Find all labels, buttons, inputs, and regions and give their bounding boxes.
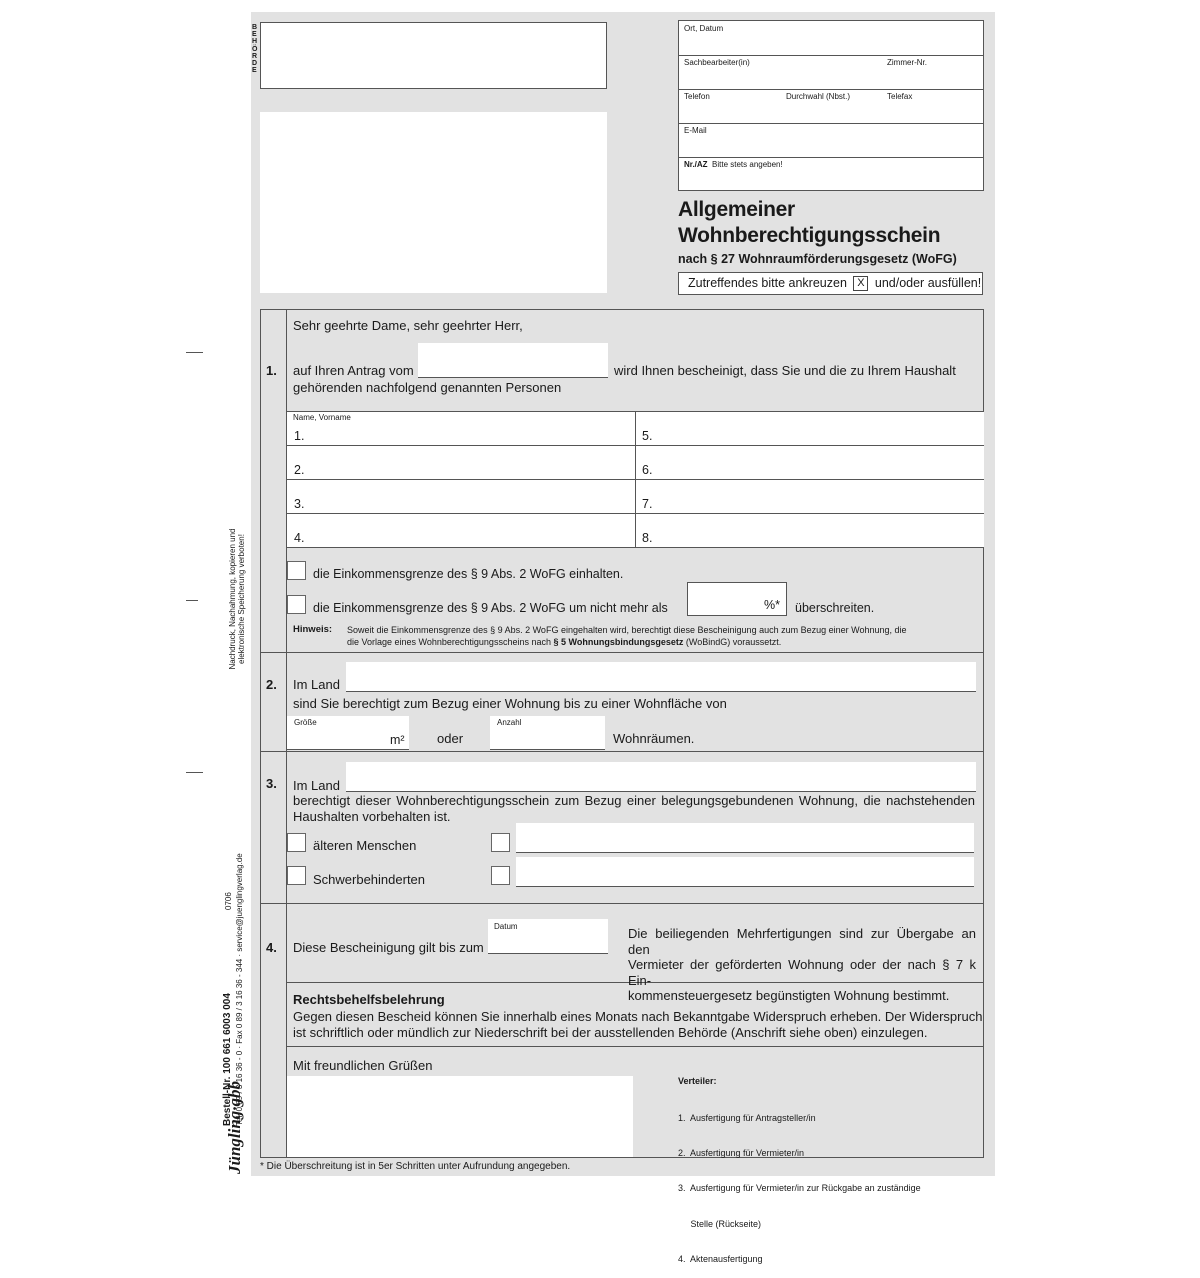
groesse-field[interactable]	[287, 716, 409, 750]
fill-instruction: Zutreffendes bitte ankreuzen X und/oder ausfüllen!	[678, 272, 983, 295]
footnote: * Die Überschreitung ist in 5er Schritten unter Aufrundung angegeben.	[260, 1161, 571, 1172]
greeting: Sehr geehrte Dame, sehr geehrter Herr,	[293, 318, 523, 333]
oder-label: oder	[437, 731, 464, 746]
section-1-number: 1.	[266, 363, 277, 378]
datum-label: Datum	[494, 922, 518, 931]
other-group-checkbox[interactable]	[491, 833, 510, 852]
fold-mark	[186, 772, 203, 773]
wohnraeume-label: Wohnräumen.	[613, 731, 695, 746]
closing-greeting: Mit freundlichen Grüßen	[293, 1058, 433, 1073]
list-item: 2. Ausfertigung für Vermieter/in	[678, 1147, 805, 1158]
unit-label: m²	[390, 733, 405, 747]
document-subtitle: nach § 27 Wohnraumförderungsgesetz (WoFG)	[678, 252, 957, 266]
checkbox-example-icon: X	[853, 276, 868, 291]
ort-datum-label: Ort, Datum	[684, 24, 724, 33]
publisher-logo: Jüngling·gbb	[225, 1080, 244, 1174]
sender-label: BEHÖRDE	[252, 24, 258, 75]
list-item: 4. Aktenausfertigung	[678, 1254, 763, 1265]
person-row[interactable]: 4.	[294, 531, 305, 545]
antrag-label: auf Ihren Antrag vom	[293, 363, 414, 378]
person-row[interactable]: 2.	[294, 463, 305, 477]
income-limit-label: die Einkommensgrenze des § 9 Abs. 2 WoFG einhalten.	[313, 567, 624, 581]
email-label: E-Mail	[684, 126, 707, 135]
income-exceed-checkbox[interactable]	[287, 595, 306, 614]
fold-mark	[186, 352, 203, 353]
aeltere-menschen-label: älteren Menschen	[313, 838, 417, 853]
other-group-field[interactable]	[516, 857, 974, 887]
antrag-date-field[interactable]	[418, 343, 608, 378]
exceed-label: überschreiten.	[795, 601, 875, 615]
section-4-number: 4.	[266, 940, 277, 955]
wohnflaeche-text: sind Sie berechtigt zum Bezug einer Wohnung bis zu einer Wohnfläche von	[293, 696, 727, 711]
gueltig-bis-label: Diese Bescheinigung gilt bis zum	[293, 940, 484, 955]
person-row[interactable]: 8.	[642, 531, 653, 545]
list-item: 1. Ausfertigung für Antragsteller/in	[678, 1112, 816, 1123]
im-land-label: Im Land	[293, 677, 340, 692]
punch-mark	[186, 600, 198, 601]
rechtsbehelf-title: Rechtsbehelfsbelehrung	[293, 992, 445, 1007]
income-limit-checkbox[interactable]	[287, 561, 306, 580]
list-item: 3. Ausfertigung für Vermieter/in zur Rückgabe an zuständige	[678, 1183, 921, 1194]
authority-field[interactable]	[260, 22, 607, 89]
percent-sign: %*	[764, 598, 780, 612]
hinweis-text: Soweit die Einkommensgrenze des § 9 Abs. 2 WoFG eingehalten wird, berechtigt diese Bescheinigung auch zum Bezug einer Wohnung, die die Vorlage eines Wohnberechtigungsscheins nach § 5 Wohnungsbindungsgesetz (WoBindG) voraussetzt.	[347, 625, 907, 647]
percent-field[interactable]	[687, 582, 787, 616]
rechtsbehelf-text: Gegen diesen Bescheid können Sie innerhalb eines Monats nach Bekanntgabe Widerspruch erheben. Der Widerspruch ist schriftlich oder mündlich zur Niederschrift bei der ausstellenden Behörde (Anschrift siehe oben) einzulegen.	[293, 1009, 983, 1040]
hinweis-label: Hinweis:	[293, 624, 333, 635]
belegung-text: berechtigt dieser Wohnberechtigungsschein zum Bezug einer belegungsgebundenen Wohnung, die nachstehenden	[293, 793, 975, 808]
land-field[interactable]	[346, 662, 976, 692]
sachbearbeiter-label: Sachbearbeiter(in)	[684, 58, 750, 67]
schwerbehinderte-checkbox[interactable]	[287, 866, 306, 885]
section-3-number: 3.	[266, 776, 277, 791]
anzahl-field[interactable]	[490, 716, 605, 750]
income-exceed-label: die Einkommensgrenze des § 9 Abs. 2 WoFG um nicht mehr als	[313, 601, 668, 615]
other-group-field[interactable]	[516, 823, 974, 853]
mehrfertigungen-note: Die beiliegenden Mehrfertigungen sind zur Übergabe an den Vermieter der geförderten Wohnung oder der nach § 7 k Ein- kommensteuergesetz begünstigten Wohnung bestimmt.	[628, 926, 976, 1003]
antrag-text: wird Ihnen bescheinigt, dass Sie und die zu Ihrem Haushalt	[614, 363, 956, 378]
list-item: Stelle (Rückseite)	[678, 1218, 762, 1229]
verteiler-title: Verteiler:	[678, 1076, 717, 1086]
durchwahl-label: Durchwahl (Nbst.)	[786, 92, 851, 101]
antrag-text-line2: gehörenden nachfolgend genannten Personen	[293, 380, 562, 395]
names-header: Name, Vorname	[293, 413, 351, 422]
zimmer-label: Zimmer-Nr.	[887, 58, 927, 67]
address-window[interactable]	[260, 112, 607, 293]
publisher-contact: Tel. 0 89 / 3 16 36 - 0 · Fax 0 89 / 3 16 36 - 344 · service@juenglingverlag.de	[235, 853, 244, 1126]
person-row[interactable]: 6.	[642, 463, 653, 477]
person-row[interactable]: 7.	[642, 497, 653, 511]
person-row[interactable]: 5.	[642, 429, 653, 443]
im-land-label: Im Land	[293, 778, 340, 793]
form-code: 0706	[224, 892, 233, 910]
copyright-notice: Nachdruck, Nachahmung, kopieren und elektronische Speicherung verboten!	[228, 528, 246, 670]
groesse-label: Größe	[294, 718, 317, 727]
signature-field[interactable]	[287, 1076, 633, 1157]
telefon-label: Telefon	[684, 92, 710, 101]
other-group-checkbox[interactable]	[491, 866, 510, 885]
document-title: Allgemeiner Wohnberechtigungsschein	[678, 198, 941, 247]
person-row[interactable]: 3.	[294, 497, 305, 511]
anzahl-label: Anzahl	[497, 718, 522, 727]
aeltere-menschen-checkbox[interactable]	[287, 833, 306, 852]
person-row[interactable]: 1.	[294, 429, 305, 443]
belegung-text-line2: Haushalten vorbehalten ist.	[293, 809, 451, 824]
verteiler-list	[678, 1089, 921, 1278]
telefax-label: Telefax	[887, 92, 913, 101]
land-field-2[interactable]	[346, 762, 976, 792]
section-2-number: 2.	[266, 677, 277, 692]
schwerbehinderte-label: Schwerbehinderten	[313, 872, 426, 887]
gueltig-bis-date-field[interactable]	[488, 919, 608, 954]
nr-az-row: Nr./AZ Bitte stets angeben!	[684, 160, 783, 169]
order-number: Bestell-Nr. 100 661 6003 004	[222, 993, 233, 1126]
contact-info-box	[678, 20, 984, 191]
